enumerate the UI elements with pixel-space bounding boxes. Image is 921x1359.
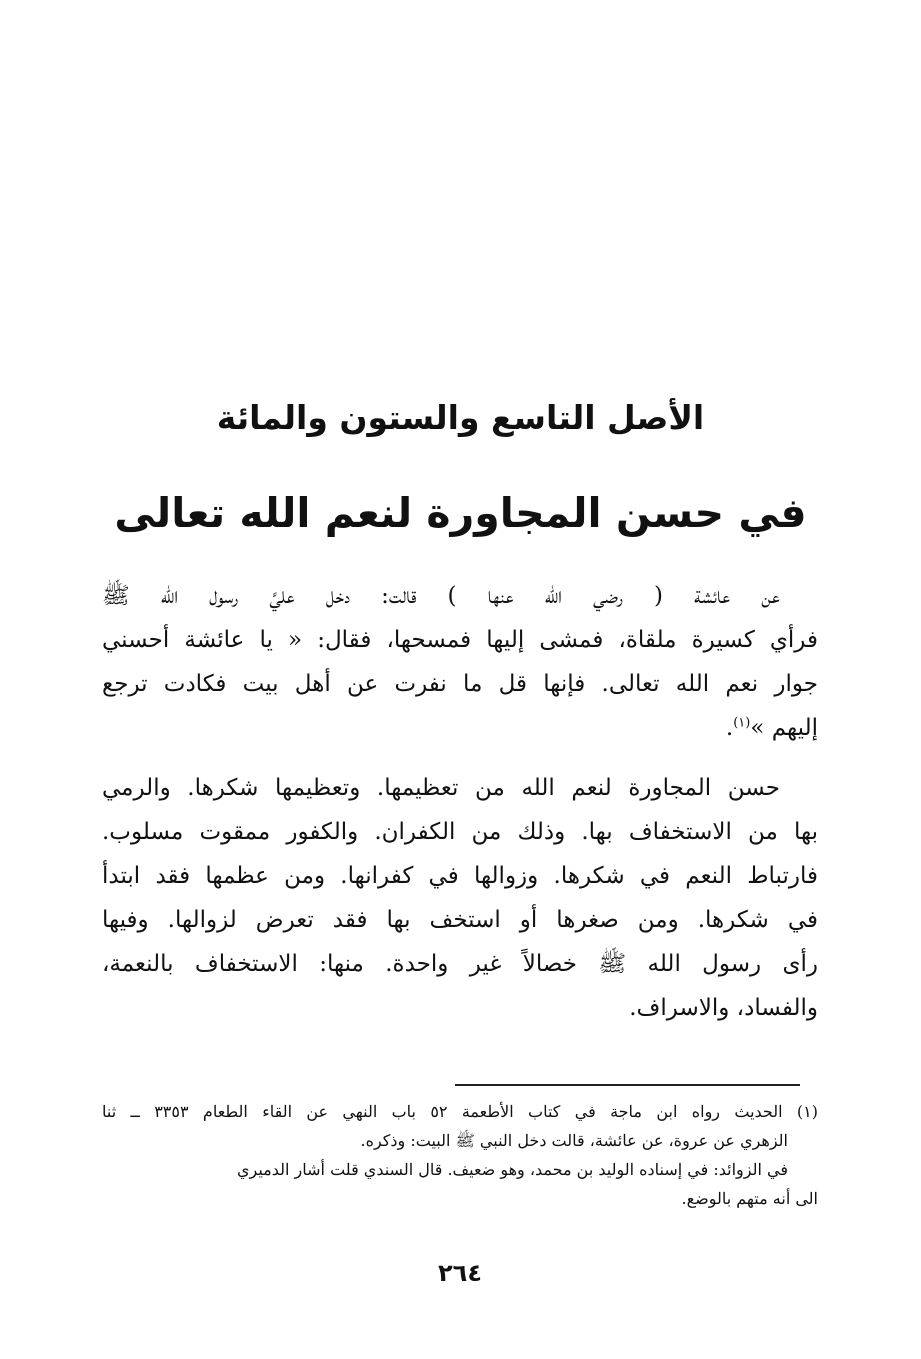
paragraph-line: والفساد، والاسراف.: [629, 995, 818, 1021]
footnote-line: الى أنه متهم بالوضع.: [681, 1189, 818, 1208]
paragraph-line: عن عائشة ( رضي الله عنها ) قالت: دخل عليَّ رسول الله ﷺ: [102, 583, 780, 609]
paragraph-line: بها من الاستخفاف بها. وذلك من الكفران. والكفور ممقوت مسلوب.: [102, 819, 818, 845]
paragraph-line: رأى رسول الله ﷺ خصالاً غير واحدة. منها: الاستخفاف بالنعمة،: [102, 951, 818, 977]
paragraph-line-text: إليهم »: [750, 715, 818, 741]
chapter-subtitle: في حسن المجاورة لنعم الله تعالى: [114, 489, 807, 537]
paragraph-line: فرأي كسيرة ملقاة، فمشى إليها فمسحها، فقال: « يا عائشة أحسني: [102, 627, 818, 653]
chapter-title: الأصل التاسع والستون والمائة: [216, 398, 705, 437]
paragraph-line: حسن المجاورة لنعم الله من تعظيمها. وتعظيمها شكرها. والرمي: [102, 775, 780, 801]
footnote-reference: (١): [733, 715, 751, 731]
paragraph-line: جوار نعم الله تعالى. فإنها قل ما نفرت عن أهل بيت فكادت ترجع: [102, 671, 818, 697]
footnote-line: (١) الحديث رواه ابن ماجة في كتاب الأطعمة ٥٢ باب النهي عن القاء الطعام ٣٣٥٣ ــ ثنا: [102, 1102, 818, 1121]
footnote-separator: [455, 1084, 800, 1086]
commentary-paragraph: [102, 766, 818, 1030]
hadith-paragraph: [102, 574, 818, 750]
footnote-line: في الزوائد: في إسناده الوليد بن محمد، وهو ضعيف. قال السندي قلت أشار الدميري: [236, 1160, 788, 1179]
paragraph-line: في شكرها. ومن صغرها أو استخف بها فقد تعرض لزوالها. وفيها: [102, 907, 818, 933]
footnote-line: الزهري عن عروة، عن عائشة، قالت دخل النبي ﷺ البيت: وذكره.: [360, 1131, 788, 1150]
paragraph-line: [102, 706, 818, 750]
paragraph-line: فارتباط النعم في شكرها. وزوالها في كفرانها. ومن عظمها فقد ابتدأ: [102, 863, 818, 889]
page-number: ٢٦٤: [438, 1259, 482, 1287]
end-mark: .: [725, 715, 734, 741]
footnotes: [102, 1097, 818, 1213]
